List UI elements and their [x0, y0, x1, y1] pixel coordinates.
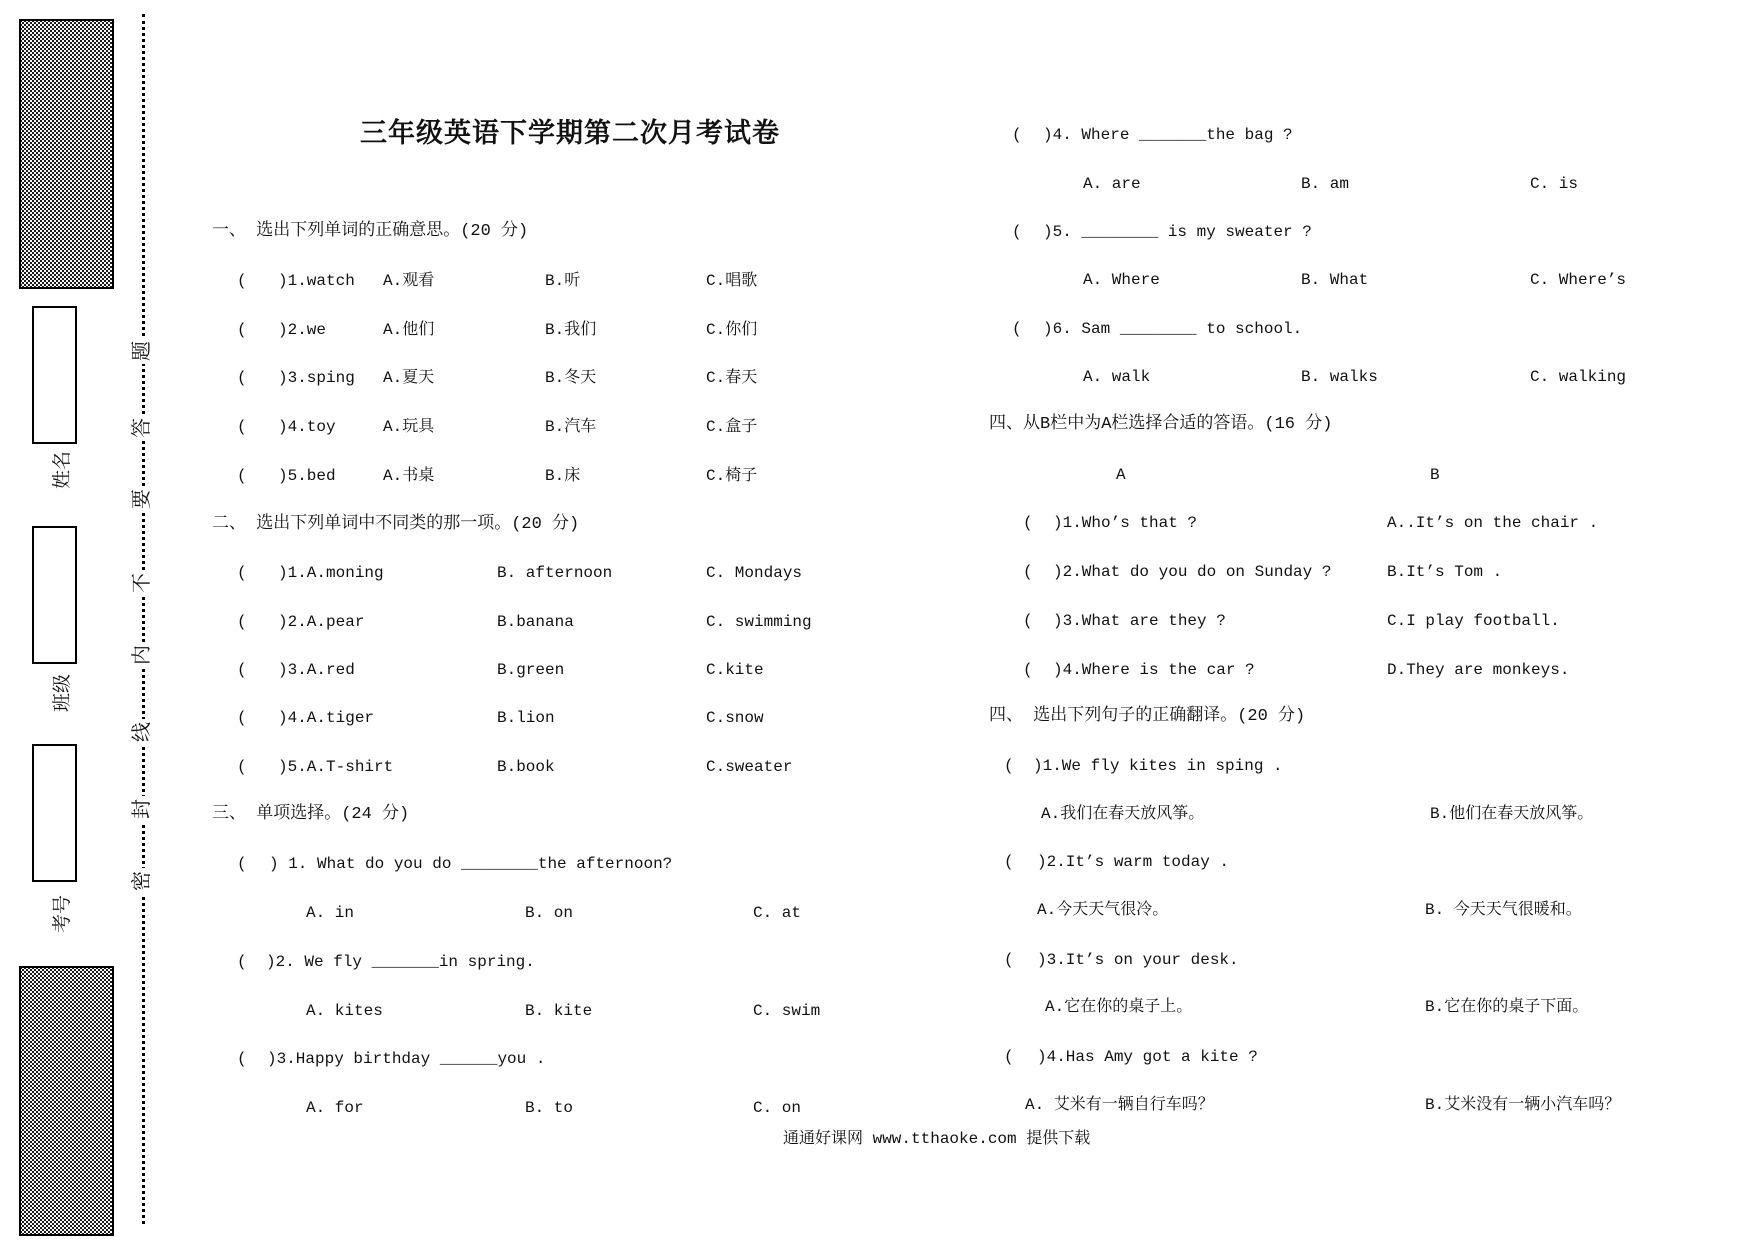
- seal-char: 题: [131, 338, 157, 364]
- part3-item-2-question: )2. We fly _______in spring.: [266, 953, 535, 971]
- part3-item-4-option-a: A. are: [1083, 175, 1141, 193]
- part5-item-1-option-b: B.他们在春天放风筝。: [1430, 805, 1594, 823]
- decorative-hatch-bottom: [19, 966, 114, 1236]
- part1-item-5-option-b: B.床: [545, 467, 581, 485]
- part5-item-1-sentence: )1.We fly kites in sping .: [1033, 757, 1283, 775]
- part2-item-4-option-a: )4.A.tiger: [278, 709, 375, 727]
- part2-item-2-option-a: )2.A.pear: [278, 613, 365, 631]
- part1-item-4-word: )4.toy: [278, 418, 336, 436]
- part4-item-2-question: )2.What do you do on Sunday ?: [1053, 563, 1332, 581]
- part3-item-5-option-c: C. Where’s: [1530, 271, 1627, 289]
- part2-item-1-option-b: B. afternoon: [497, 564, 613, 582]
- part1-item-4-option-c: C.盒子: [706, 418, 758, 436]
- part1-heading: 一、 选出下列单词的正确意思。(20 分): [212, 222, 529, 241]
- part4-item-1-question: )1.Who’s that ?: [1053, 514, 1198, 532]
- name-label: 姓名: [52, 451, 74, 490]
- part1-item-2-option-c: C.你们: [706, 321, 758, 339]
- part1-item-5-paren: (: [237, 467, 247, 485]
- part5-item-3-sentence: )3.It’s on your desk.: [1037, 951, 1239, 969]
- part1-item-3-option-c: C.春天: [706, 369, 758, 387]
- part3-item-4-option-b: B. am: [1301, 175, 1350, 193]
- part3-item-6-option-b: B. walks: [1301, 368, 1378, 386]
- part1-item-4-option-b: B.汽车: [545, 418, 597, 436]
- part4-item-2-answer: B.It’s Tom .: [1387, 563, 1503, 581]
- part1-item-2-option-a: A.他们: [383, 321, 435, 339]
- part5-heading: 四、 选出下列句子的正确翻译。(20 分): [989, 707, 1306, 726]
- part1-item-2-word: )2.we: [278, 321, 327, 339]
- name-box: [32, 306, 77, 444]
- part2-item-1-option-a: )1.A.moning: [278, 564, 384, 582]
- part2-item-5-paren: (: [237, 758, 247, 776]
- part3-item-6-option-a: A. walk: [1083, 368, 1151, 386]
- part2-item-3-option-b: B.green: [497, 661, 565, 679]
- part5-item-2-option-a: A.今天天气很冷。: [1037, 901, 1169, 919]
- part1-item-2-paren: (: [237, 321, 247, 339]
- class-label: 班级: [52, 674, 74, 713]
- part1-item-1-option-a: A.观看: [383, 272, 435, 290]
- part3-item-4-question: )4. Where _______the bag ?: [1043, 126, 1293, 144]
- part4-heading: 四、从B栏中为A栏选择合适的答语。(16 分): [989, 415, 1333, 434]
- part4-item-4-question: )4.Where is the car ?: [1053, 661, 1255, 679]
- part2-item-2-option-c: C. swimming: [706, 613, 812, 631]
- part2-item-3-option-a: )3.A.red: [278, 661, 355, 679]
- part5-item-3-paren: (: [1004, 951, 1014, 969]
- seal-char: 内: [131, 642, 157, 668]
- part5-item-1-paren: (: [1004, 757, 1014, 775]
- part3-item-2-paren: (: [237, 953, 247, 971]
- part1-item-1-paren: (: [237, 272, 247, 290]
- part3-item-2-option-a: A. kites: [306, 1002, 383, 1020]
- part2-item-2-paren: (: [237, 613, 247, 631]
- part4-item-4-answer: D.They are monkeys.: [1387, 661, 1570, 679]
- part4-item-3-paren: (: [1023, 612, 1033, 630]
- part3-item-6-question: )6. Sam ________ to school.: [1043, 320, 1303, 338]
- part3-item-3-paren: (: [237, 1050, 247, 1068]
- seal-dotted-line: [142, 14, 145, 1224]
- part3-heading: 三、 单项选择。(24 分): [212, 805, 410, 824]
- part4-column-b-header: B: [1430, 466, 1440, 484]
- part4-item-3-answer: C.I play football.: [1387, 612, 1560, 630]
- part4-item-2-paren: (: [1023, 563, 1033, 581]
- part2-item-2-option-b: B.banana: [497, 613, 574, 631]
- part3-item-3-option-c: C. on: [753, 1099, 802, 1117]
- part3-item-1-option-c: C. at: [753, 904, 802, 922]
- part3-item-1-question: ) 1. What do you do ________the afternoon?: [269, 855, 673, 873]
- part2-item-4-paren: (: [237, 709, 247, 727]
- part1-item-3-paren: (: [237, 369, 247, 387]
- part2-item-1-paren: (: [237, 564, 247, 582]
- part2-item-5-option-b: B.book: [497, 758, 555, 776]
- part1-item-3-word: )3.sping: [278, 369, 355, 387]
- part3-item-6-option-c: C. walking: [1530, 368, 1627, 386]
- part5-item-2-option-b: B. 今天天气很暖和。: [1425, 901, 1582, 919]
- part1-item-5-option-c: C.椅子: [706, 467, 758, 485]
- part1-item-5-option-a: A.书桌: [383, 467, 435, 485]
- part5-item-1-option-a: A.我们在春天放风筝。: [1041, 805, 1205, 823]
- part4-item-1-paren: (: [1023, 514, 1033, 532]
- seal-char: 密: [131, 868, 157, 894]
- seal-char: 线: [131, 719, 157, 745]
- part1-item-4-paren: (: [237, 418, 247, 436]
- part1-item-2-option-b: B.我们: [545, 321, 597, 339]
- part1-item-1-option-b: B.听: [545, 272, 581, 290]
- part1-item-3-option-b: B.冬天: [545, 369, 597, 387]
- part4-column-a-header: A: [1116, 466, 1126, 484]
- part2-item-5-option-a: )5.A.T-shirt: [278, 758, 394, 776]
- part3-item-4-paren: (: [1012, 126, 1022, 144]
- part1-item-1-option-c: C.唱歌: [706, 272, 758, 290]
- part3-item-1-option-b: B. on: [525, 904, 574, 922]
- part4-item-3-question: )3.What are they ?: [1053, 612, 1226, 630]
- part3-item-2-option-b: B. kite: [525, 1002, 593, 1020]
- part1-item-1-word: )1.watch: [278, 272, 355, 290]
- part1-item-5-word: )5.bed: [278, 467, 336, 485]
- decorative-hatch-top: [19, 19, 114, 289]
- part3-item-5-option-a: A. Where: [1083, 271, 1160, 289]
- part1-item-4-option-a: A.玩具: [383, 418, 435, 436]
- part3-item-1-option-a: A. in: [306, 904, 355, 922]
- part5-item-4-option-a: A. 艾米有一辆自行车吗？: [1025, 1096, 1214, 1114]
- exam-number-label: 考号: [52, 895, 74, 934]
- part3-item-2-option-c: C. swim: [753, 1002, 821, 1020]
- part4-item-4-paren: (: [1023, 661, 1033, 679]
- class-box: [32, 526, 77, 664]
- part5-item-3-option-b: B.它在你的桌子下面。: [1425, 998, 1589, 1016]
- part3-item-5-question: )5. ________ is my sweater ?: [1043, 223, 1312, 241]
- part2-item-3-paren: (: [237, 661, 247, 679]
- part3-item-3-option-b: B. to: [525, 1099, 574, 1117]
- seal-char: 不: [131, 570, 157, 596]
- part3-item-5-option-b: B. What: [1301, 271, 1369, 289]
- seal-char: 封: [131, 796, 157, 822]
- exam-number-box: [32, 744, 77, 882]
- seal-char: 要: [131, 486, 157, 512]
- part5-item-4-option-b: B.艾米没有一辆小汽车吗？: [1425, 1096, 1621, 1114]
- part5-item-4-sentence: )4.Has Amy got a kite ?: [1037, 1048, 1258, 1066]
- part2-item-5-option-c: C.sweater: [706, 758, 793, 776]
- part3-item-5-paren: (: [1012, 223, 1022, 241]
- part1-item-3-option-a: A.夏天: [383, 369, 435, 387]
- part4-item-1-answer: A..It’s on the chair .: [1387, 514, 1599, 532]
- part3-item-3-question: )3.Happy birthday ______you .: [267, 1050, 546, 1068]
- part3-item-1-paren: (: [237, 855, 247, 873]
- part5-item-2-sentence: )2.It’s warm today .: [1037, 853, 1230, 871]
- part5-item-3-option-a: A.它在你的桌子上。: [1045, 998, 1193, 1016]
- part5-item-4-paren: (: [1004, 1048, 1014, 1066]
- part2-item-4-option-c: C.snow: [706, 709, 764, 727]
- part2-item-1-option-c: C. Mondays: [706, 564, 803, 582]
- seal-char: 答: [131, 415, 157, 441]
- part2-item-3-option-c: C.kite: [706, 661, 764, 679]
- footer-source: 通通好课网 www.tthaoke.com 提供下载: [783, 1130, 1091, 1148]
- part3-item-4-option-c: C. is: [1530, 175, 1579, 193]
- part2-heading: 二、 选出下列单词中不同类的那一项。(20 分): [212, 515, 580, 534]
- part3-item-6-paren: (: [1012, 320, 1022, 338]
- exam-title: 三年级英语下学期第二次月考试卷: [360, 118, 780, 149]
- part5-item-2-paren: (: [1004, 853, 1014, 871]
- part2-item-4-option-b: B.lion: [497, 709, 555, 727]
- part3-item-3-option-a: A. for: [306, 1099, 364, 1117]
